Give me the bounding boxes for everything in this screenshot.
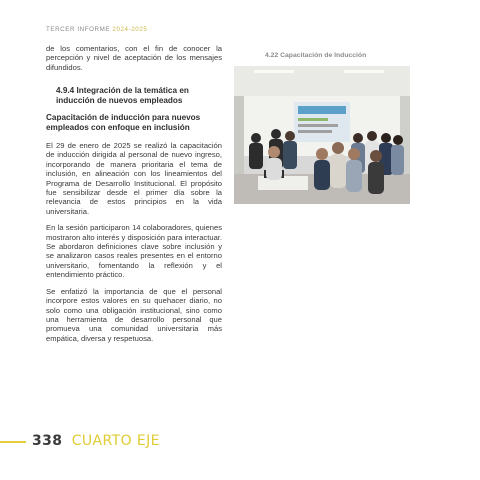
section-heading: 4.9.4 Integración de la temática en inducción de nuevos empleados	[56, 86, 189, 105]
report-years: 2024-2025	[112, 26, 148, 33]
paragraph-1: El 29 de enero de 2025 se realizó la capacitación de inducción dirigida al personal de nuevo ingreso, incorporando de manera prioritaria el tema de inclusión, en alineación con los lineamientos del Programa de Desarrollo Institucional. El propósito fue sensibilizar desde el primer día sobre la relevancia de estos principios en la vida universitaria.	[46, 141, 222, 216]
running-header	[46, 26, 147, 33]
intro-paragraph: de los comentarios, con el fin de conocer la percepción y nivel de aceptación de los mensajes difundidos.	[46, 44, 222, 72]
section-name: CUARTO EJE	[71, 433, 160, 449]
body-text-column	[46, 44, 222, 350]
figure-caption: 4.22 Capacitación de Inducción	[265, 52, 367, 59]
group-photo-illustration	[234, 66, 410, 204]
footer-rule	[0, 441, 26, 443]
report-title: TERCER INFORME	[46, 26, 111, 33]
page-number: 338	[32, 433, 63, 449]
page-footer	[32, 433, 160, 449]
paragraph-3: Se enfatizó la importancia de que el personal incorpore estos valores en su quehacer diario, no solo como una obligación institucional, sino como una herramienta de desarrollo personal que promueva una comunidad universitaria más empática, diversa y respetuosa.	[46, 286, 222, 343]
paragraph-2: En la sesión participaron 14 colaboradores, quienes mostraron alto interés y disposición para interactuar. Se abordaron definiciones clave sobre inclusión y se analizaron casos reales presentes en el entorno universitario, fomentando la reflexión y el entendimiento práctico.	[46, 223, 223, 280]
group-photo	[234, 66, 410, 204]
subtitle: Capacitación de inducción para nuevos empleados con enfoque en inclusión	[46, 113, 201, 133]
